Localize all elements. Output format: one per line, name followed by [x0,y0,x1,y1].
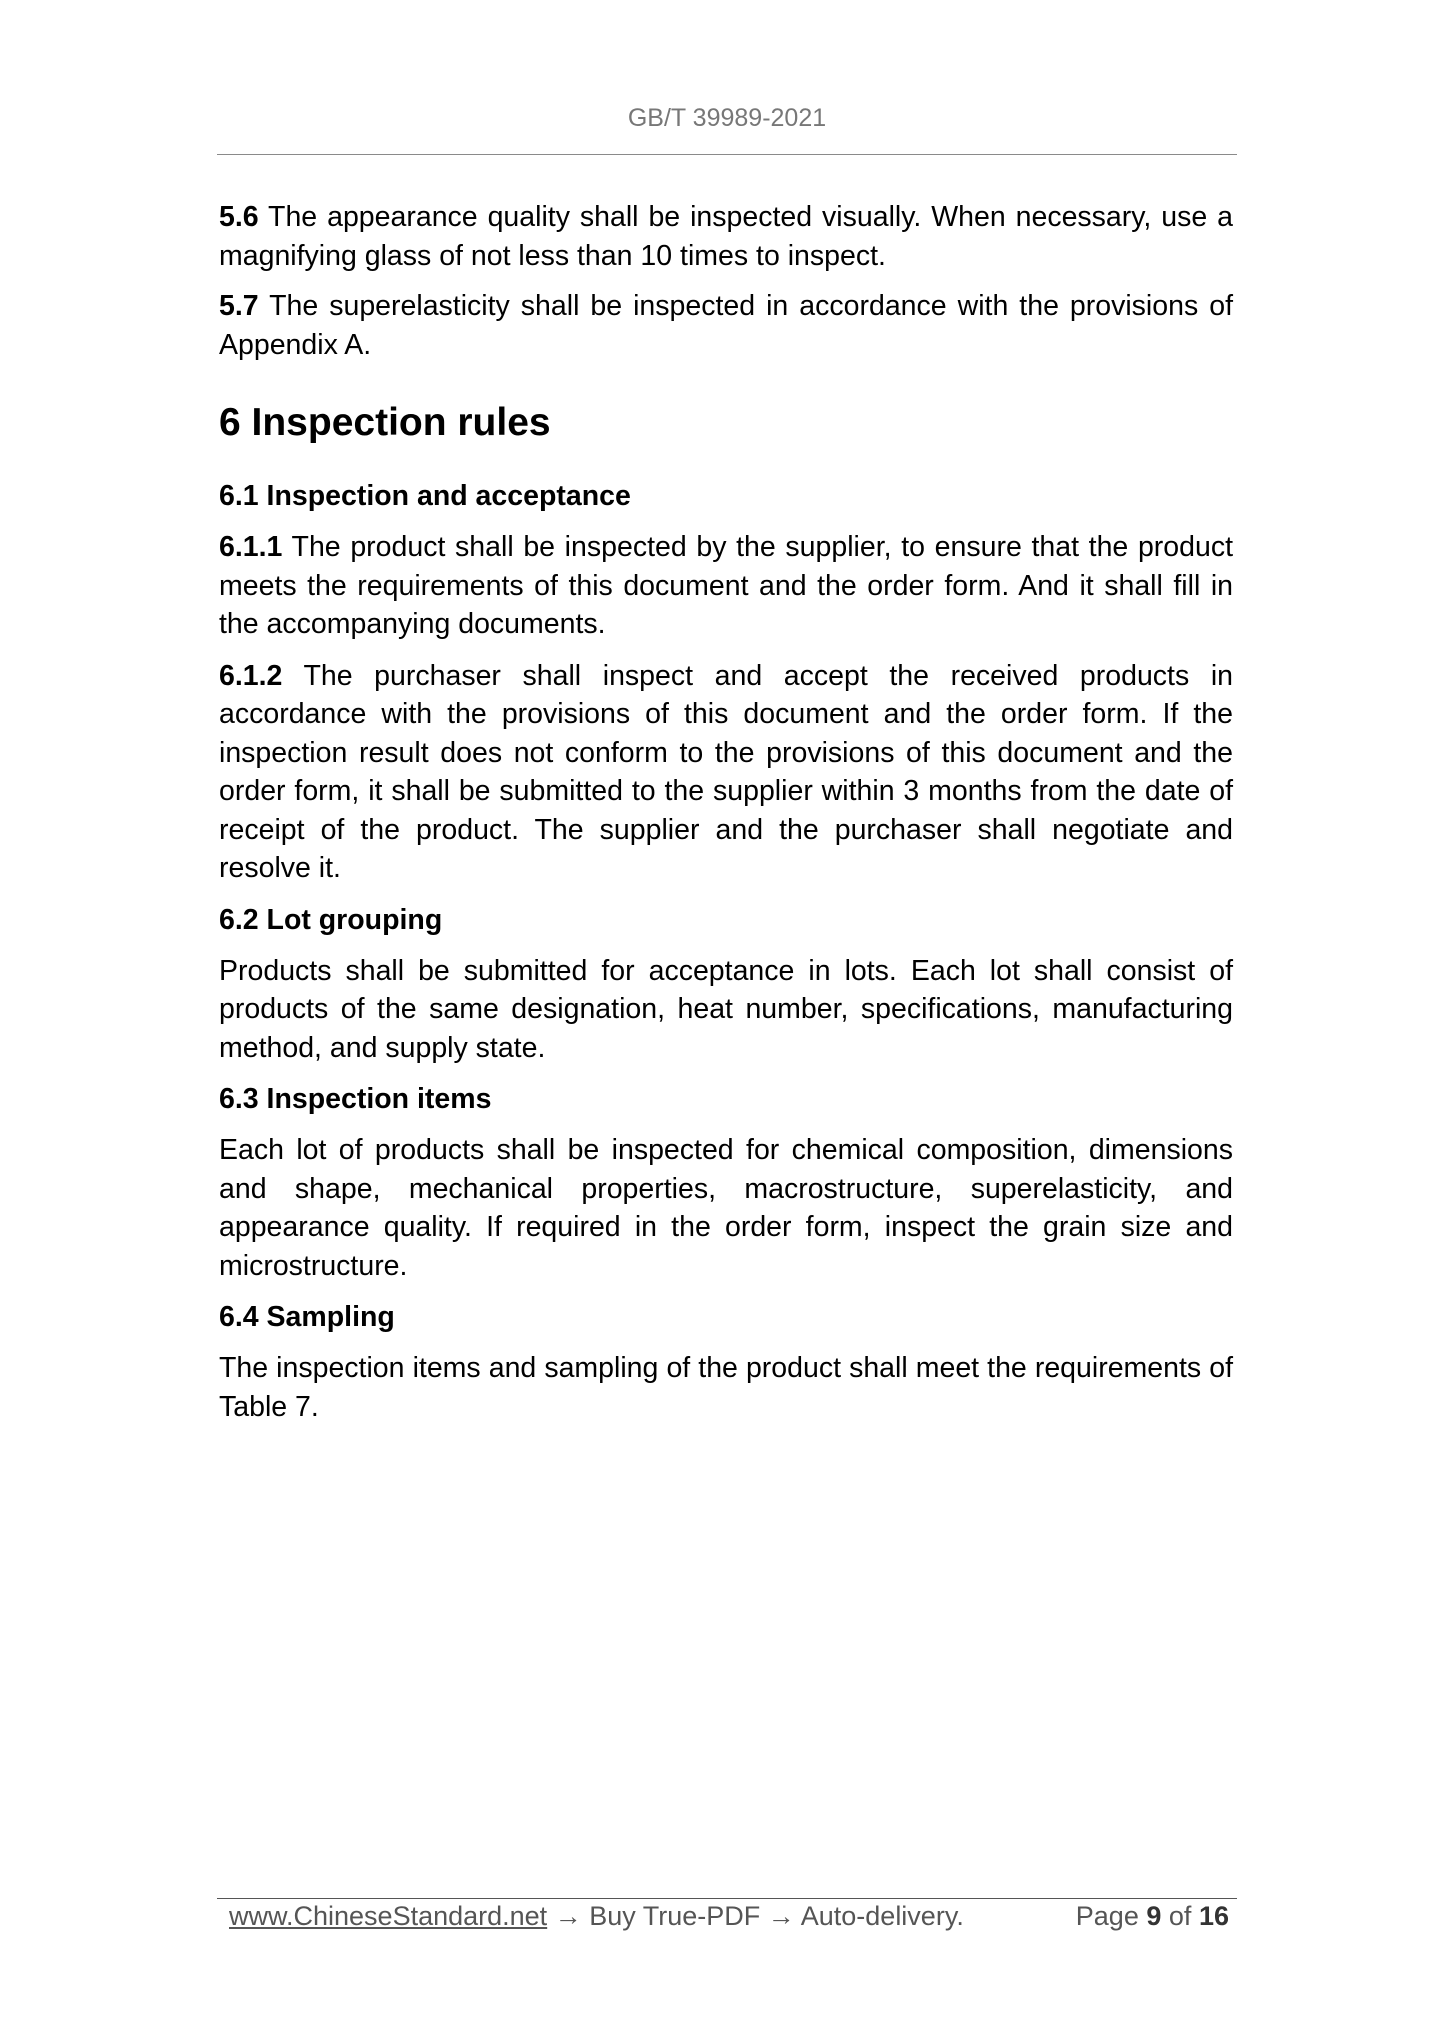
paragraph-6-2: Products shall be submitted for acceptance in lots. Each lot shall consist of products of the same designation, heat number, specifications, manufacturing method, and supply state. [219,954,1233,1064]
heading-6-4: 6.4 Sampling [219,1301,395,1333]
heading-6-2: 6.2 Lot grouping [219,903,443,936]
clause-text: The purchaser shall inspect and accept the received products in accordance with the provisions of this document and the order form. If the inspection result does not conform to the provisions of this document and the order form, it shall be submitted to the supplier within 3 months from the date of receipt of the product. The supplier and the purchaser shall negotiate and resolve it. [219,659,1233,884]
page-number [1076,1901,1229,1932]
page-total: 16 [1198,1901,1229,1931]
page-current: 9 [1146,1901,1162,1931]
heading-6-1: 6.1 Inspection and acceptance [219,480,631,512]
clause-number: 6.1.2 [219,659,283,692]
paragraph-6-3: Each lot of products shall be inspected for chemical composition, dimensions and shape, mechanical properties, macrostructure, superelasticity, and appearance quality. If required in the order form, inspect the grain size and microstructure. [219,1134,1233,1282]
footer-promo [229,1901,964,1932]
clause-6-1-1 [219,528,1233,644]
clause-number: 6.1.1 [219,531,283,563]
page-header-standard-number: GB/T 39989-2021 [627,104,827,132]
paragraph-6-4: The inspection items and sampling of the product shall meet the requirements of Table 7. [219,1352,1233,1423]
footer-divider [217,1898,1237,1899]
document-body [219,198,1233,1426]
page-footer [229,1901,1229,1937]
clause-5-7 [219,287,1233,364]
footer-promo-text: → Buy True-PDF → Auto-delivery. [547,1901,964,1931]
page-of-label: of [1168,1901,1192,1931]
page-label: Page [1075,1901,1139,1931]
clause-text: The appearance quality shall be inspected visually. When necessary, use a magnifying glass of not less than 10 times to inspect. [219,201,1233,272]
clause-number: 5.7 [219,290,259,322]
clause-text: The product shall be inspected by the supplier, to ensure that the product meets the requirements of this document and the order form. And it shall fill in the accompanying documents. [219,531,1233,640]
clause-5-6 [219,198,1233,275]
clause-6-1-2 [219,657,1233,888]
heading-inspection-rules: 6 Inspection rules [219,401,551,444]
site-link[interactable]: www.ChineseStandard.net [229,1901,548,1931]
clause-number: 5.6 [219,201,259,233]
header-divider [217,154,1237,155]
heading-6-3: 6.3 Inspection items [219,1083,492,1115]
clause-text: The superelasticity shall be inspected in accordance with the provisions of Appendix A. [219,290,1233,361]
